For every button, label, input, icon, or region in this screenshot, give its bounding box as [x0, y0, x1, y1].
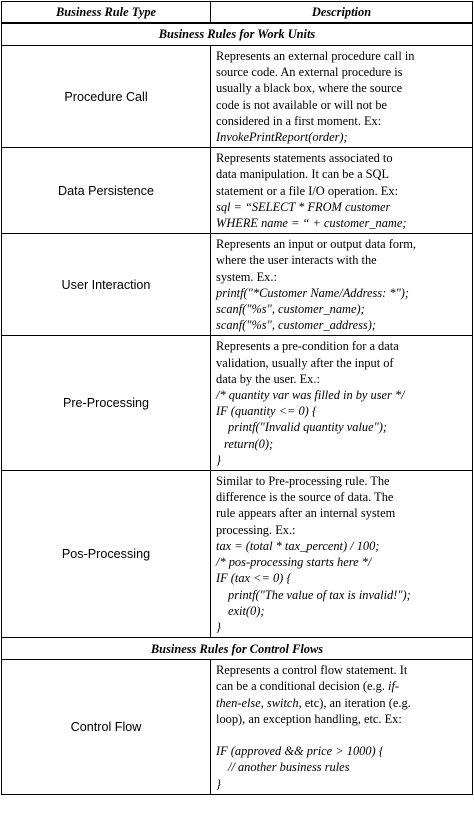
rule-description [211, 471, 473, 638]
description-fragment: can be a conditional decision (e.g. [216, 679, 389, 694]
description-line: Represents an external procedure call in [216, 49, 415, 63]
header-row [2, 2, 473, 24]
code-line: IF (approved && price > 1000) { [216, 744, 384, 759]
description-line: usually a black box, where the source [216, 81, 403, 96]
code-line: return(0); [224, 436, 274, 451]
description-line: Represents a control flow statement. It [216, 663, 408, 678]
description-line: data manipulation. It can be a SQL [216, 167, 390, 182]
description-fragment: , etc), an iteration (e.g. [298, 695, 411, 710]
code-line: IF (quantity <= 0) { [216, 404, 317, 419]
rule-type: User Interaction [2, 234, 211, 336]
rule-description [211, 148, 473, 234]
code-line: } [216, 776, 221, 791]
description-line: Represents statements associated to [216, 151, 393, 166]
description-line: statement or a file I/O operation. Ex: [216, 183, 399, 198]
table-row [2, 471, 473, 638]
rule-type: Control Flow [2, 660, 211, 795]
code-line: } [216, 452, 221, 467]
code-line: sql = “SELECT * FROM customer [216, 199, 391, 214]
table-body [2, 23, 473, 794]
code-line: printf("Invalid quantity value"); [228, 420, 388, 435]
code-line: WHERE name = “ + customer_name; [216, 216, 407, 231]
description-line: considered in a first moment. Ex: [216, 113, 382, 128]
code-line: printf("The value of tax is invalid!"); [228, 587, 411, 602]
description-line: loop), an exception handling, etc. Ex: [216, 711, 402, 726]
code-line: /* quantity var was filled in by user */ [216, 388, 405, 403]
table-row [2, 148, 473, 234]
section-row-work-units [2, 23, 473, 46]
description-line: system. Ex.: [216, 269, 277, 284]
description-line: code is not available or will not be [216, 97, 388, 112]
rule-description [211, 336, 473, 471]
description-line: source code. An external procedure is [216, 65, 403, 80]
column-header-type: Business Rule Type [2, 2, 211, 24]
rule-description [211, 660, 473, 795]
description-line: Similar to Pre-processing rule. The [216, 474, 390, 489]
code-line: } [216, 619, 221, 634]
code-line: exit(0); [228, 603, 265, 618]
description-line [216, 678, 468, 694]
code-line: scanf("%s", customer_address); [216, 318, 376, 333]
table-row [2, 234, 473, 336]
section-row-control-flows [2, 638, 473, 660]
description-line: validation, usually after the input of [216, 355, 394, 370]
blank-line [216, 727, 468, 743]
rule-description [211, 234, 473, 336]
description-fragment: then-else, switch [216, 695, 299, 710]
description-fragment: if- [388, 679, 400, 694]
rule-type: Data Persistence [2, 148, 211, 234]
code-line: printf("*Customer Name/Address: *"); [216, 285, 410, 300]
description-line: difference is the source of data. The [216, 490, 394, 505]
description-line: where the user interacts with the [216, 253, 377, 268]
column-header-description: Description [211, 2, 473, 24]
section-title: Business Rules for Work Units [2, 23, 473, 46]
description-line: processing. Ex.: [216, 522, 296, 537]
description-line: rule appears after an internal system [216, 506, 396, 521]
code-line: IF (tax <= 0) { [216, 571, 292, 586]
description-line: Represents a pre-condition for a data [216, 339, 399, 354]
rule-type: Procedure Call [2, 46, 211, 148]
code-line: tax = (total * tax_percent) / 100; [216, 538, 380, 553]
business-rules-table [1, 1, 473, 795]
rule-type: Pos-Processing [2, 471, 211, 638]
description-line: data by the user. Ex.: [216, 371, 320, 386]
rule-type: Pre-Processing [2, 336, 211, 471]
code-line: InvokePrintReport(order); [216, 130, 348, 145]
description-line: Represents an input or output data form, [216, 237, 416, 252]
code-line: scanf("%s", customer_name); [216, 302, 365, 317]
description-line [216, 695, 468, 711]
table-row [2, 660, 473, 795]
code-line: // another business rules [228, 760, 350, 775]
table-row [2, 46, 473, 148]
code-line: /* pos-processing starts here */ [216, 555, 372, 570]
rule-description [211, 46, 473, 148]
table-row [2, 336, 473, 471]
section-title: Business Rules for Control Flows [2, 638, 473, 660]
